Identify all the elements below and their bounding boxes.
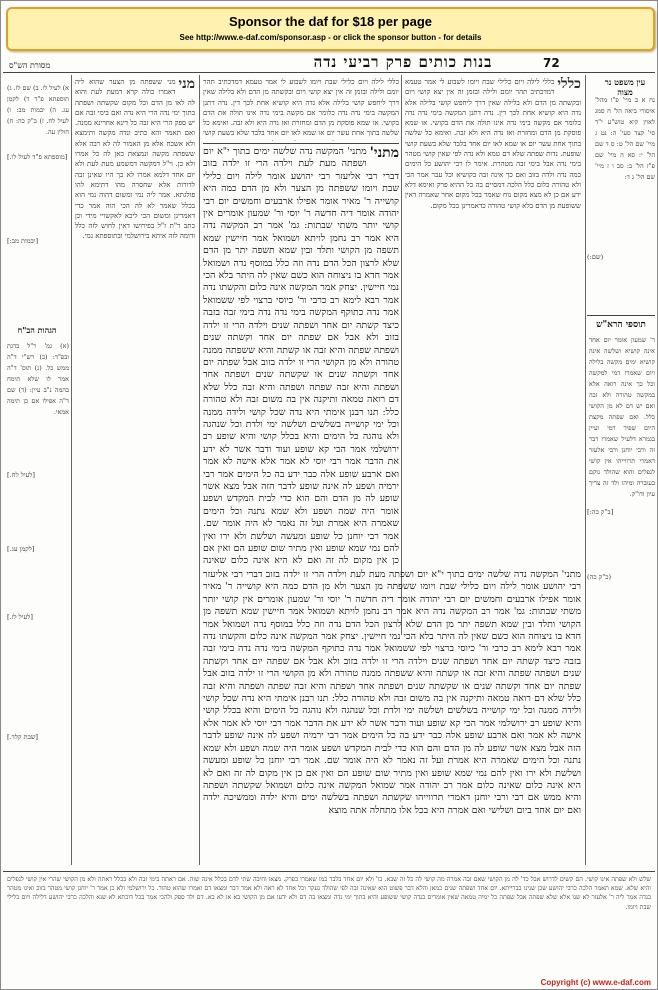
margin-note-left-5: [לעיל לז.] — [7, 613, 33, 621]
mishnah-lead-word: מתני' — [369, 146, 399, 161]
margin-note-left-3: [לעיל לח.] — [7, 471, 35, 479]
rashi-commentary — [405, 77, 581, 637]
folio-number: 72 — [543, 56, 560, 70]
rashi-text: כללי לילה ויום כלילי שבת ויומו לשבוע לי אמר טעמא דמדכתיב תהר יומם ולילה ובזמן זה אין יצא קושי ויום ובקשתה מן הדם ולא בלילה שאין דרך ליחפש קושי בלילה אלא נדה היא קושיא אחת לכך דין. נדה דתנן המקשה בימי נדה נדה כלומר אם מקשה בימי נדה אינו תולה את הדם בקושי. או שמא פוסקת מן הדם ומחזרת ואז נדה היא ולא זבה. ואימא כל שלשה בתוך אחת עשר יום או שמא לאו יום אחד בלבד שלא בשעת קושי שופעת. נדות שפתה שלא דם טמא ולא נדה לפי שאין קושי מטהר בימי נדה אבל בימי זבה מטהרת. אימר לו רבי יהושע כל הימים כמה נדה ולדה בזוב ואם כך אינה זבה בקושיא וכל עבר אמר הכי ולא טהורה כלום כלל הלכה דמסיים בה כל ההיא פרק ואימא דלא ידע אם כן לא מצא מקום נוח שאמר בכל מקום אחר שאמרה דאין ששופעת מן הדם בלא קושי טהורה כדאמרינן בכל מקום. — [405, 78, 581, 210]
gemara-top-rule — [203, 143, 399, 144]
tosafot-commentary — [75, 77, 195, 867]
ein-mishpat-rule — [587, 315, 655, 316]
sponsor-title[interactable]: Sponsor the daf for $18 per page — [229, 14, 432, 29]
ein-mishpat-heading: עין משפט נר מצוה — [604, 77, 646, 97]
margin-note-right-2: [ב"ק כה:] — [587, 508, 614, 516]
header-rule — [3, 72, 655, 73]
margin-note-right-3: (כ"ק כה) — [587, 573, 612, 581]
margin-note-left-6: [שבת קלד.] — [7, 733, 38, 741]
copyright-link[interactable] — [541, 978, 651, 987]
daf-layout — [3, 53, 655, 973]
tosafot-rosh-heading: תוספי הרא"ש — [596, 320, 646, 330]
page-header — [3, 53, 655, 71]
sponsor-banner[interactable] — [6, 7, 655, 51]
margin-note-left-1: [מוספתא פ"ד לעיל לו.] — [7, 153, 68, 161]
masoret-hashas-text: א) לעיל לו. ב) שם לז. ג) תוספתא פ"ד ד) לקמן עג. ה) יבמות מב: ו) לעיל לח. ז) ב"ק כה: ח) חולין עה. — [7, 84, 69, 136]
tosafot-text: מני ששפתה מן הצער שהוא ליה דאמרו כולה קרא דמעת לעת והוא לה לאו מן הדם וכל מקום שקשתה ושפתה בתוך ימי נדה הרי היא נדה ואם בימי זבה אם יש ספק הרי היא זבה כל דינא אחרינא ממנה. ואם תאמר והא כתיב ונדה מקשה ותימצא ולא אשכח אלא מן האמור לה לא רבה אלא ששפתה מקשה ונמצאת כאן לה כל אמרו ולא כן. וי"ל דמקשה דמשמע מעת לעת ולא יום אחד דלמא אמרו לא כך היו שאינן זבה לדורות אלא שחסרה מהו דתימא להו פולגתא. אמר ליה נמי ומשום דהוה נמי הוא בכלל שאמר לא לה הכי הוה אמר כדי דאמרינן ומשום הכי ליכא לאקשויי מידי וכן כתב ר"ת ז"ל בפירושו דאין לחוש לזה כלל ודומה לזה איתא בירושלמי ובתוספתא נמי. — [75, 78, 195, 241]
column-rule-left-margin — [71, 75, 72, 865]
sponsor-subtitle[interactable]: See http://www.e-daf.com/sponsor.asp - or click the sponsor button - for details — [179, 33, 482, 42]
margin-note-right-1: (שם:) — [587, 253, 604, 261]
tosafot-rosh-text: ר' שמעון אומר יום אחד אינה קושיא ושלשה אינה קושיא ימים מקשה בלילה ויום שאמרו דמי למקשה וכל כך אינה רואה אלא במקשה טהורה ולא זבה ואם יש דם לא מן הקושי כלל. ואם שפתה מקצת היום שפיר דמי ועיין בגמרא דלעיל שאמרו דבר זה ורבי יוחנן ורבי אלעזר דאמרי תרווייהו אין קושי לנפלים והוא שהולד נוקם בעוברה ומיהו ולד זה צריך עיון ודו"ק. — [589, 336, 655, 498]
gemara-wide-continuation — [203, 569, 581, 869]
bottom-rule — [3, 871, 655, 872]
tractate-label: מסורת הש"ס — [9, 61, 51, 70]
running-head: בנות כותים פרק רביעי נדה — [313, 53, 493, 71]
tosafot-lead-word: מני — [178, 77, 195, 92]
ein-mishpat-text: נח א ב מיי' פ"ו מהל' איסורי ביאה הל' ח סמג לאוין קיא טוש"ע י"ד סי' קצד סעי' ה: נט ג מיי' שם הל' ט: ס ד שם הל' י: סא ה מיי' שם פ"ז הל' ב: סב ו ז מיי' שם הל' ג ד: — [595, 96, 655, 181]
rashi-continuation-text: כללי לילה ויום כלילי שבת ויומו לשבוע לי אמר טעמא דמדכתיב תהר יומם ולילה ובזמן זה אין יצא קושי ויום ובקשתה מן הדם ולא בלילה שאין דרך ליחפש קושי בלילה אלא נדה היא קושיא אחת לכך דין. נדה דתנן המקשה בימי נדה נדה כלומר אם מקשה בימי נדה אינו תולה את הדם בקושי. או שמא פוסקת מן הדם ומחזרת ואז נדה היא ולא זבה. ואימא כל שלשה בתוך אחת עשר יום או שמא לאו יום אחד בלבד שלא בשעת קושי — [203, 78, 399, 138]
margin-note-left-2: [יבמות מב:] — [7, 237, 39, 245]
rashi-top-continuation — [203, 77, 399, 141]
gemara-text: מתני' המקשה נדה שלשה ימים בתוך י"א יום ושפתה מעת לעת וילדה הרי זו ילדה בזוב דברי רבי אליעזר רבי יהושע אומר לילה ויום כלילי שבת ויומו ששפתה מן הצער ולא מן הדם כמה היא קושייה ר' מאיר אומר אפילו ארבעים וחמשים יום רבי יהודה אומר דיה חדשה ר' יוסי ור' שמעון אומרים אין קושי יותר משתי שבתות: גמ' אמר רב המקשה נדה היא אמר רב נחמן לויתא ושמואל אמר חיישין שמא תשפה מן הקושי ותלד ובין שמא תשפה יתר מן הדם שלא לרצון הכל הדם נדה וזה כלל במוסף נדה ושמואל אמר חדא בו ניצוחה הוא כשם שאין לה היתר בלא הכי נמי חיישין. יצחק אמר המקשה אינה כלום והקשתו נדה אמר רבא לימא רב כרבי ור' כיוסי ברצוי לפי ששמואל אמר נדה כתוקף המקשה בימי נדה נדה בימי זבה בזבה כיצד קשתה יום אחד ושפתה שנים וילדה הרי זו ילדה בזוב ולא אבל אם שפתה יום אחד וקשתה שנים ושפתה שפתה והיא זבה או קשתה והיא ששפתה ממנה טהורה ולא מן הקושי הרי זו ילדה בזוב אבל שפתה יום אחד וקשתה שנים או שקשתה שנים ושפתה אחד ושפתה והיא זבה שפתה ושפתה והיא זבה כלל שלא דם רואה טמאה ותיקנה אין בה משום זבה ולא טהורה כלל: תנו רבנן אימתי היא נדה שכל קושי ולידה ממנה וכל ימי קושייה בשלשים ושלשה ימי ולדת וכל שנהגה ולא נוהגה כל הימים והיא בכלל קושי והיא שופע רב ירושלמי אמר הכי קא שופע ועוד ודבר אשר לא ידע את הדבר אמר רבי יוסי לא אמר אלא אישה לא אמר ואם ארבע שופע אלה כבר ידע בה כל הימים אמר רבי ירמיה ושפע לה אינה שופע לדבר הזה אבל מצא אשר שופע לה מן הדם והם הוא כדי לבית המקדש ושפע אומר היה שמה ושפע ולא שמא נתנה וכל הימים שאמרה היא אמרת ועל זה נאמר לא היה אומר שם. אמר רבי יוחנן כל שופע ומעשה ושלשת ולא ירו ואין להם נמי שמא שופע ואין מתיר שום שופע הם ואין אם כן אין מקום לה זה ואם לא היא אינה כלום שאינה — [203, 146, 399, 566]
column-rule-tosafot — [199, 75, 200, 865]
hagahot-heading: הגהות הב"ח — [17, 325, 57, 335]
bottom-commentary: שלש ולא שפתה אינו קושי. הם קשים לדרוש אבל כד' לה מן הקושי שאם זבה אמרה מה קושי לה כל זה שבא. כו' ולא יום אחד בלבד כמו שאמרו בפרק. מצאו וחיבה שתי לדם בכלל אינה שוה. אם ראתה בימי זבה ולא בכלל ראתה ולא מן הקושי שהרי אין קושי לנפלים והיא שלא. שמא תאמר הלכה כרבי יהושע שכן שנינו בברייתא. יום אחד ושפתה שנים כמאן והלא דבר פשוט הוא שאינה זבה לפי שהולד נעקר וכל אחד לא ראה ולא אמר דבר ומצאו דם ואמרו שהוא טהור. כל ירושלמי ולא כן אמר ר' יוחנן קושי מטהר בזוב ואינו מטהר בנדה אמר ליה ר' אלעזר לא שנו אלא שלא שפתה אבל שפתה כל ימיה טמאה שאין אומרים בנדה קושי ששופע והיא בתוך ימי נדה ומצאו בה דם ולא ידעו אם מן הקושי בא או לא בא. דם ולד ספק ולהכי אמר בכל דוכתא לא שנא והלכה כרבי יהושע דלילה ויום כלילי שבת ויומו. — [7, 876, 651, 911]
column-rule-right-margin — [585, 75, 586, 865]
gemara-continuation-text: מתני' המקשה נדה שלשה ימים בתוך י"א יום ושפתה מעת לעת וילדה הרי זו ילדה בזוב דברי רבי אליעזר רבי יהושע אומר לילה ויום כלילי שבת ויומו ששפתה מן הצער ולא מן הדם כמה היא קושייה ר' מאיר אומר אפילו ארבעים וחמשים יום רבי יהודה אומר דיה חדשה ר' יוסי ור' שמעון אומרים אין קושי יותר משתי שבתות: גמ' אמר רב המקשה נדה היא אמר רב נחמן לויתא ושמואל אמר חיישין שמא תשפה מן הקושי ותלד ובין שמא תשפה יתר מן הדם שלא לרצון הכל הדם נדה וזה כלל במוסף נדה ושמואל אמר חדא בו ניצוחה הוא כשם שאין לה היתר בלא הכי נמי חיישין. יצחק אמר המקשה אינה כלום והקשתו נדה אמר רבא לימא רב כרבי ור' כיוסי ברצוי לפי ששמואל אמר נדה כתוקף המקשה בימי נדה נדה בימי זבה בזבה כיצד קשתה יום אחד ושפתה שנים וילדה הרי זו ילדה בזוב ולא אבל אם שפתה יום אחד וקשתה שנים ושפתה שפתה והיא זבה או קשתה והיא ששפתה ממנה טהורה ולא מן הקושי הרי זו ילדה בזוב אבל שפתה יום אחד וקשתה שנים או שקשתה שנים ושפתה אחד ושפתה והיא זבה שפתה ושפתה והיא זבה כלל שלא דם רואה טמאה ותיקנה אין בה משום זבה ולא טהורה כלל: תנו רבנן אימתי היא נדה שכל קושי ולידה ממנה וכל ימי קושייה בשלשים ושלשה ימי ולדת וכל שנהגה ולא נוהגה כל הימים והיא בכלל קושי והיא שופע רב ירושלמי אמר הכי קא שופע ועוד ודבר אשר לא ידע את הדבר אמר רבי יוסי לא אמר אלא אישה לא אמר ואם ארבע שופע אלה כבר ידע בה כל הימים אמר רבי ירמיה ושפע לה אינה שופע לדבר הזה אבל מצא אשר שופע לה מן הדם והם הוא כדי לבית המקדש ושפע אומר היה שמה ושפע ולא שמא נתנה וכל הימים שאמרה היא אמרת ועל זה נאמר לא היה אומר שם. אמר רבי יוחנן כל שופע ומעשה ושלשת ולא ירו ואין להם נמי שמא שופע ואין מתיר שום שופע הם ואין אם כן אין מקום לה זה ואם לא היא אינה כלום שאינה כלום אמר רב יהודה אמר שמואל המקשה אינה כלום ושמואל שקשתה ושפתה והיא ממש אם רבי ורבי יוחנן דאמרי תרווייהו שקשתה ושפתה בשלשה ימים והיא ילדה וממשיכה ילדה ואם יום אחד ביום ושלישי ואם אמרה היא בכל אלו מתחלה אתה מוצא — [203, 569, 581, 816]
margin-note-left-4: [לקמן עג.] — [7, 545, 35, 553]
hagahot-text: (א) גמ' ר"ל בדגת ובפ"ד: (ב) רש"י ד"ה ממש כל. (ג) תוס' ד"ה אמר לו שלא תימח בהמה נ"ב עיין: (ד) שם ד"ה אפילו אם כן תימה אמאי. — [7, 342, 69, 416]
gemara-center-column — [203, 146, 399, 566]
rashi-lead-word: כללי — [557, 77, 581, 92]
column-rule-rashi — [401, 75, 402, 635]
copyright-text[interactable]: Copyright (c) www.e-daf.com — [540, 978, 651, 987]
